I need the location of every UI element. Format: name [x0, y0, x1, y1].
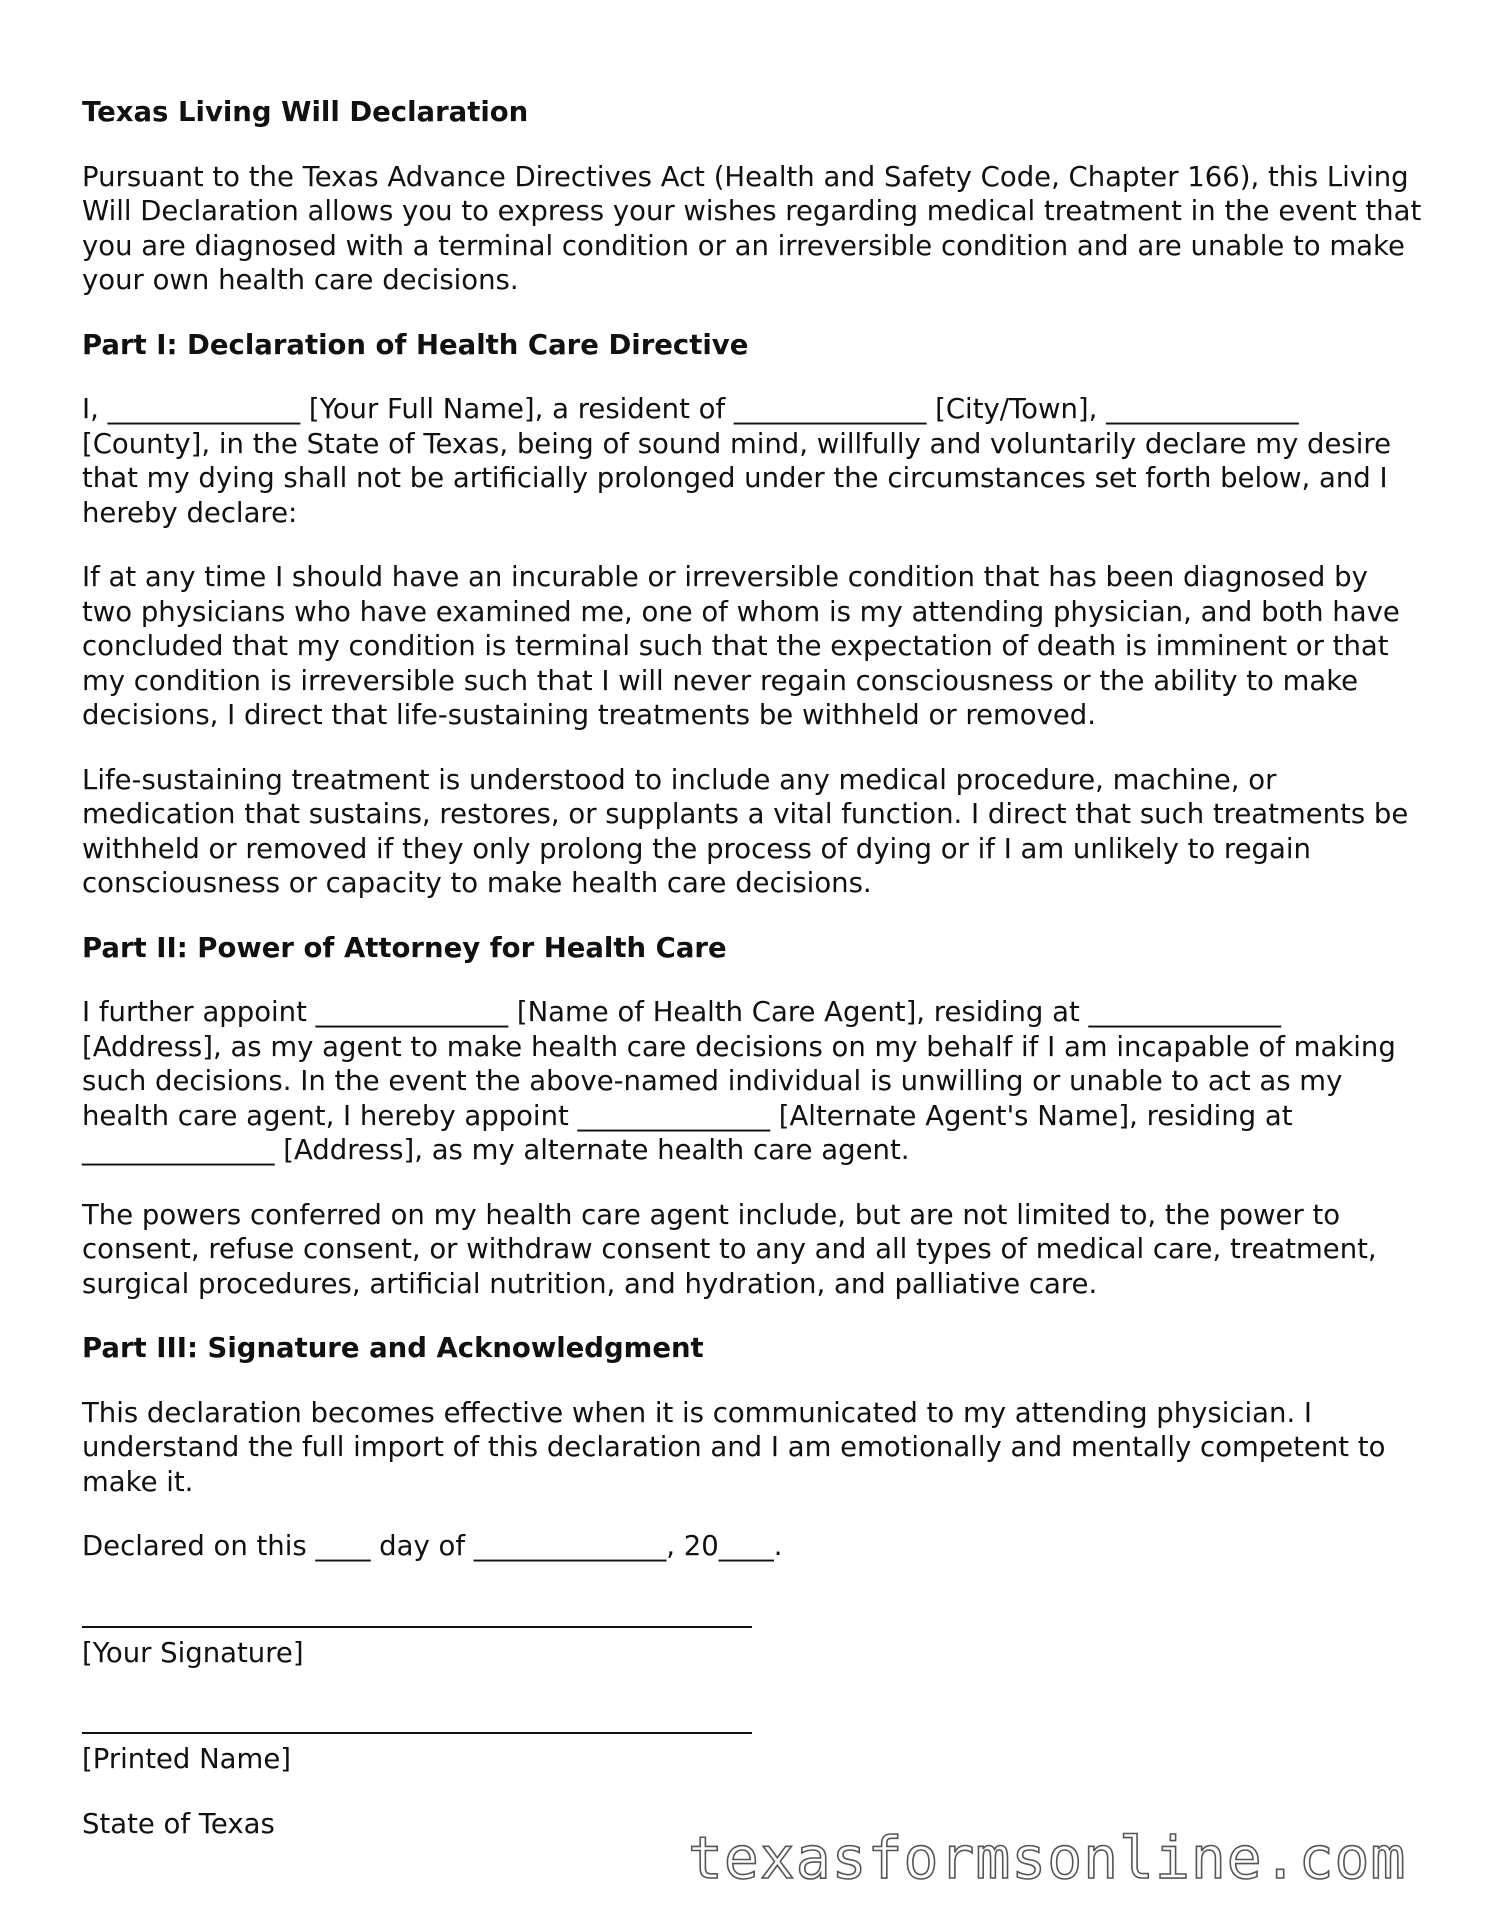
part3-heading: Part III: Signature and Acknowledgment	[82, 1332, 704, 1364]
part1-paragraph-treatment: Life-sustaining treatment is understood to include any medical procedure, machine, or medication that sustains, restores, or supplants a vital function. I direct that such treatments be withheld or removed if they only prolong the process of dying or if I am unlikely to regain consciousness or capacity to make health care decisions.	[82, 763, 1409, 899]
part1-paragraph-declaration: I, ______________ [Your Full Name], a resident of ______________ [City/Town], ______________ [County], in the State of Texas, being of sound mind, willfully and voluntarily declare my desire that my dying shall not be artificially prolonged under the circumstances set forth below, and I hereby declare:	[82, 393, 1391, 529]
signature-block	[82, 1604, 1422, 1777]
state-of-texas-line: State of Texas	[82, 1807, 275, 1840]
part2-paragraph-appointment: I further appoint ______________ [Name of Health Care Agent], residing at ______________ [Address], as my agent to make health care decisions on my behalf if I am incapable of making such decisions. In the event the above-named individual is unwilling or unable to act as my health care agent, I hereby appoint ______________ [Alternate Agent's Name], residing at ______________ [Address], as my alternate health care agent.	[82, 996, 1396, 1166]
intro-paragraph: Pursuant to the Texas Advance Directives Act (Health and Safety Code, Chapter 166), this Living Will Declaration allows you to express your wishes regarding medical treatment in the event that you are diagnosed with a terminal condition or an irreversible condition and are unable to make your own health care decisions.	[82, 160, 1422, 296]
declared-date-line: Declared on this ____ day of ______________, 20____.	[82, 1530, 783, 1562]
part2-paragraph-powers: The powers conferred on my health care agent include, but are not limited to, the power to consent, refuse consent, or withdraw consent to any and all types of medical care, treatment, surgical procedures, artificial nutrition, and hydration, and palliative care.	[82, 1198, 1377, 1300]
watermark-text: texasformsonline.com	[688, 1824, 1407, 1892]
document-page	[82, 95, 1422, 1841]
printed-name-line	[82, 1710, 752, 1734]
printed-name-label: [Printed Name]	[82, 1743, 291, 1775]
part1-heading: Part I: Declaration of Health Care Directive	[82, 328, 749, 361]
document-title: Texas Living Will Declaration	[82, 96, 529, 128]
part2-heading: Part II: Power of Attorney for Health Care	[82, 931, 727, 964]
signature-line	[82, 1604, 752, 1628]
part3-paragraph-effective: This declaration becomes effective when it is communicated to my attending physician. I understand the full import of this declaration and I am emotionally and mentally competent to make it.	[82, 1396, 1386, 1498]
signature-label: [Your Signature]	[82, 1636, 304, 1669]
part1-paragraph-condition: If at any time I should have an incurable or irreversible condition that has been diagnosed by two physicians who have examined me, one of whom is my attending physician, and both have concluded that my condition is terminal such that the expectation of death is imminent or that my condition is irreversible such that I will never regain consciousness or the ability to make decisions, I direct that life-sustaining treatments be withheld or removed.	[82, 561, 1400, 731]
